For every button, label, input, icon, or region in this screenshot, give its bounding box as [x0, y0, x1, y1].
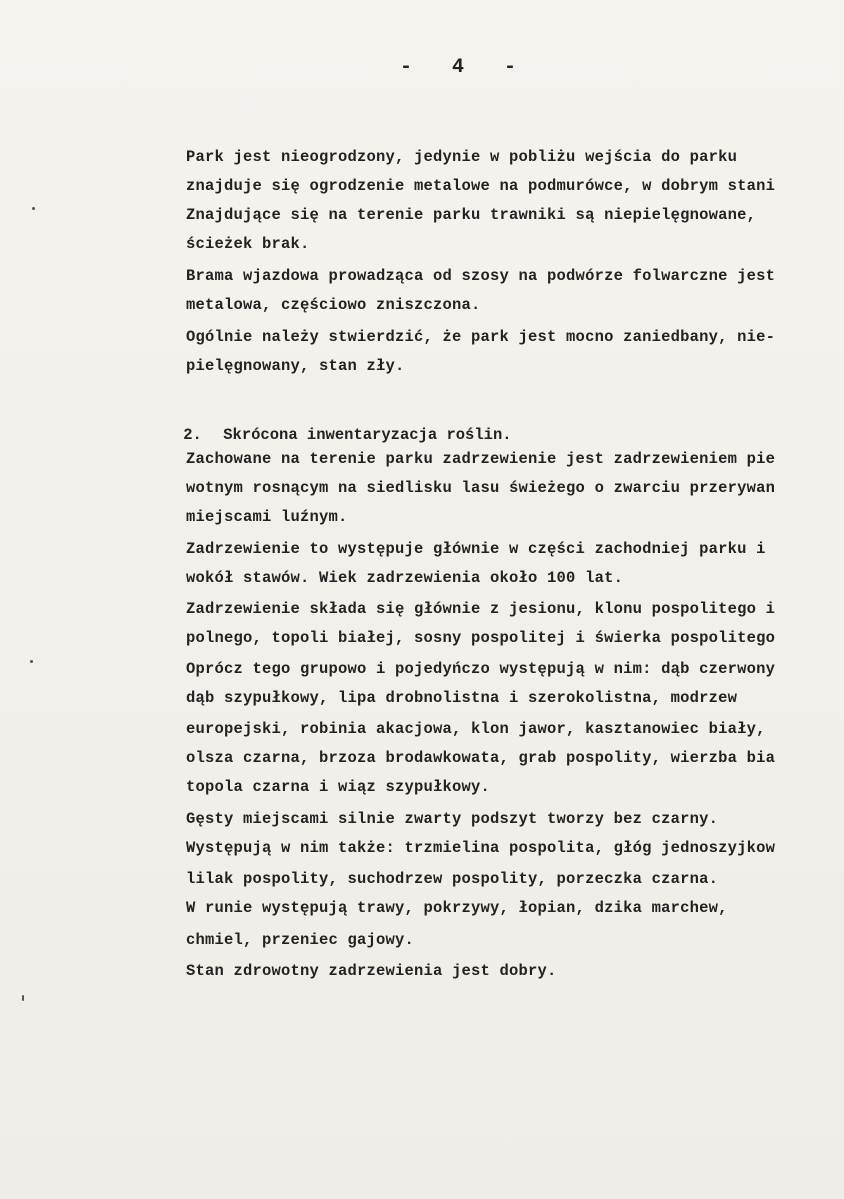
paragraph1-line: Znajdujące się na terenie parku trawniki są niepielęgnowane, — [186, 206, 757, 224]
paper-speck — [22, 995, 24, 1001]
paragraph2-line: lilak pospolity, suchodrzew pospolity, porzeczka czarna. — [186, 870, 719, 888]
paragraph2-line: Zachowane na terenie parku zadrzewienie jest zadrzewieniem pie — [186, 450, 776, 468]
paragraph2-line: Oprócz tego grupowo i pojedyńczo występują w nim: dąb czerwony — [186, 660, 776, 678]
paragraph2-line: olsza czarna, brzoza brodawkowata, grab pospolity, wierzba bia — [186, 749, 776, 767]
paragraph2-line: Zadrzewienie to występuje głównie w części zachodniej parku i — [186, 540, 766, 558]
paragraph1-line: ścieżek brak. — [186, 235, 310, 253]
paragraph1-line: Ogólnie należy stwierdzić, że park jest mocno zaniedbany, nie- — [186, 328, 776, 346]
section-title: Skrócona inwentaryzacja roślin. — [223, 426, 512, 444]
section-number: 2. — [183, 426, 202, 444]
paragraph2-line: Występują w nim także: trzmielina pospolita, głóg jednoszyjkow — [186, 839, 776, 857]
paragraph2-line: europejski, robinia akacjowa, klon jawor, kasztanowiec biały, — [186, 720, 766, 738]
paragraph1-line: metalowa, częściowo zniszczona. — [186, 296, 481, 314]
paragraph1-line: Park jest nieogrodzony, jedynie w pobliżu wejścia do parku — [186, 148, 738, 166]
paragraph2-line: topola czarna i wiąz szypułkowy. — [186, 778, 491, 796]
page-number: - 4 - — [400, 56, 531, 79]
paragraph2-line: wotnym rosnącym na siedlisku lasu świeżego o zwarciu przerywan — [186, 479, 776, 497]
paragraph2-line: Stan zdrowotny zadrzewienia jest dobry. — [186, 962, 557, 980]
paragraph2-line: W runie występują trawy, pokrzywy, łopian, dzika marchew, — [186, 899, 728, 917]
paragraph2-line: dąb szypułkowy, lipa drobnolistna i szerokolistna, modrzew — [186, 689, 738, 707]
paragraph1-line: Brama wjazdowa prowadząca od szosy na podwórze folwarczne jest — [186, 267, 776, 285]
paragraph2-line: Zadrzewienie składa się głównie z jesionu, klonu pospolitego i — [186, 600, 776, 618]
paragraph2-line: polnego, topoli białej, sosny pospolitej i świerka pospolitego — [186, 629, 776, 647]
paragraph2-line: miejscami luźnym. — [186, 508, 348, 526]
paragraph2-line: wokół stawów. Wiek zadrzewienia około 100 lat. — [186, 569, 624, 587]
paragraph2-line: chmiel, przeniec gajowy. — [186, 931, 415, 949]
paragraph1-line: znajduje się ogrodzenie metalowe na podmurówce, w dobrym stani — [186, 177, 776, 195]
paper-speck — [32, 207, 35, 210]
paragraph1-line: pielęgnowany, stan zły. — [186, 357, 405, 375]
paragraph2-line: Gęsty miejscami silnie zwarty podszyt tworzy bez czarny. — [186, 810, 719, 828]
paper-speck — [30, 660, 33, 663]
